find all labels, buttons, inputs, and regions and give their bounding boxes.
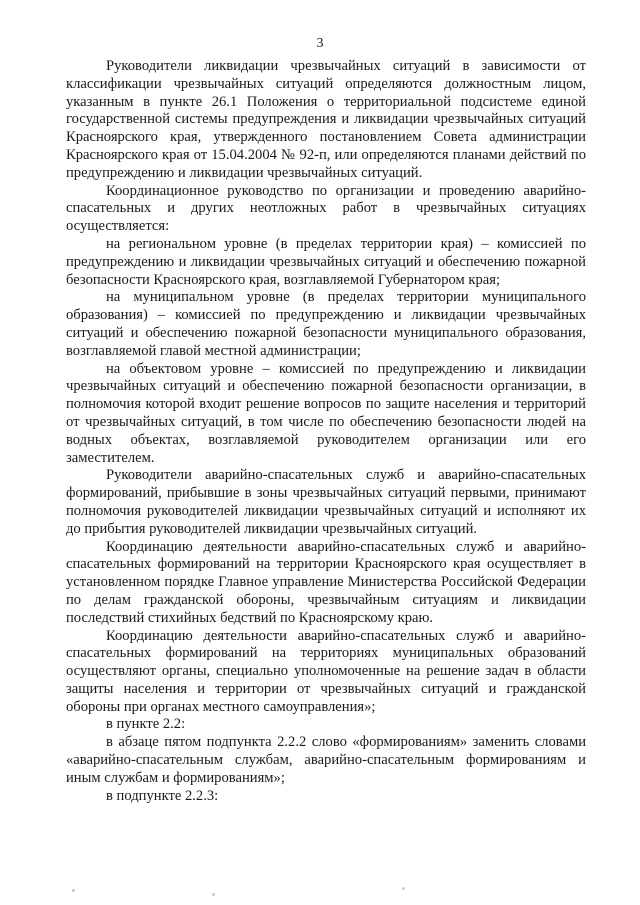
scan-speck	[212, 893, 215, 896]
paragraph-subclause-2-2-3: в подпункте 2.2.3:	[106, 787, 219, 804]
page-number: 3	[316, 36, 324, 51]
scan-speck	[72, 889, 75, 892]
paragraph-heads-of-liquidation: Руководители ликвидации чрезвычайных ситуаций в зависимости от классификации чрезвычайных ситуаций определяются должностным лицом, указанным в пункте 26.1 Положения о территориальной подсистеме единой государственной системы предупреждения и ликвидации чрезвычайных ситуаций Красноярского края, утвержденного постановлением Совета администрации Красноярского края от 15.04.2004 № 92-п, или определяются планами действий по предупреждению и ликвидации чрезвычайных ситуаций.	[66, 58, 586, 181]
paragraph-regional-coordination: Координацию деятельности аварийно-спасательных служб и аварийно-спасательных формирований на территории Красноярского края осуществляет в установленном порядке Главное управление Министерства Российской Федерации по делам гражданской обороны, чрезвычайным ситуациям и ликвидации последствий стихийных бедствий по Красноярскому краю.	[66, 538, 586, 626]
paragraph-regional-level: на региональном уровне (в пределах территории края) – комиссией по предупреждению и ликвидации чрезвычайных ситуаций и обеспечению пожарной безопасности Красноярского края, возглавляемой Губернатором края;	[66, 235, 586, 288]
paragraph-first-arrivals: Руководители аварийно-спасательных служб и аварийно-спасательных формирований, прибывшие в зоны чрезвычайных ситуаций первыми, принимают полномочия руководителей ликвидации чрезвычайных ситуаций и исполняют их до прибытия руководителей ликвидации чрезвычайных ситуаций.	[66, 467, 586, 537]
paragraph-municipal-coordination: Координацию деятельности аварийно-спасательных служб и аварийно-спасательных формирований на территориях муниципальных образований осуществляют органы, специально уполномоченные на решение задач в области защиты населения и территории от чрезвычайных ситуаций и гражданской обороны при органах местного самоуправления»;	[66, 627, 586, 715]
scan-speck	[402, 887, 405, 890]
paragraph-municipal-level: на муниципальном уровне (в пределах территории муниципального образования) – комиссией по предупреждению и ликвидации чрезвычайных ситуаций и обеспечению пожарной безопасности муниципального образования, возглавляемой главой местной администрации;	[66, 289, 586, 359]
document-body	[66, 58, 586, 805]
paragraph-object-level: на объектовом уровне – комиссией по предупреждению и ликвидации чрезвычайных ситуаций и обеспечению пожарной безопасности организации, в полномочия которой входит решение вопросов по защите населения и территорий от чрезвычайных ситуаций, в том числе по обеспечению безопасности людей на водных объектах, возглавляемой руководителем организации или его заместителем.	[66, 360, 586, 466]
paragraph-clause-2-2: в пункте 2.2:	[106, 716, 186, 733]
paragraph-coordination-intro: Координационное руководство по организации и проведению аварийно-спасательных и других неотложных работ в чрезвычайных ситуациях осуществляется:	[66, 182, 586, 235]
paragraph-subclause-2-2-2: в абзаце пятом подпункта 2.2.2 слово «формированиям» заменить словами «аварийно-спасательным службам, аварийно-спасательным формированиям и иным службам и формированиям»;	[66, 734, 586, 786]
